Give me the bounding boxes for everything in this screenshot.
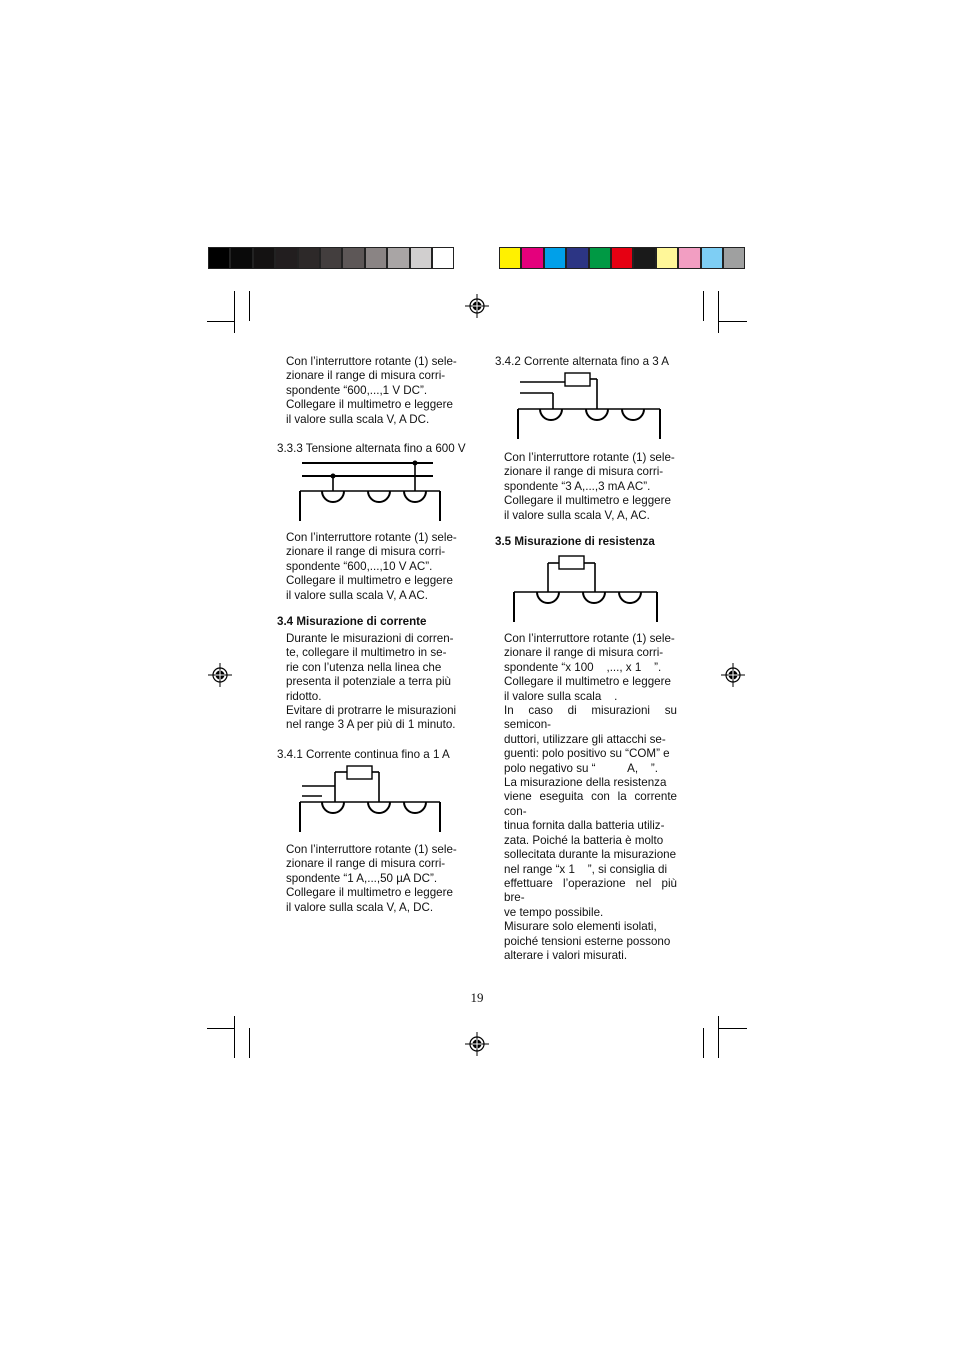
text-line: zionare il range di misura corri- bbox=[286, 545, 446, 559]
text-line: Con l’interruttore rotante (1) sele- bbox=[504, 632, 675, 645]
text-line: Collegare il multimetro e leggere bbox=[504, 675, 671, 689]
text-line: ridotto. bbox=[286, 689, 322, 703]
text-line: Collegare il multimetro e leggere bbox=[286, 886, 453, 900]
text-line: nel range “x 1 ”, si consiglia di bbox=[504, 862, 668, 876]
text-line: sollecitata durante la misurazione bbox=[504, 848, 677, 862]
color-swatch bbox=[499, 247, 521, 269]
color-swatch bbox=[521, 247, 543, 269]
section-heading-333: 3.3.3 Tensione alternata fino a 600 V bbox=[277, 442, 466, 455]
text-line: rie con l’utenza nella linea che bbox=[286, 660, 442, 674]
text-line: il valore sulla scala V, A DC. bbox=[286, 412, 430, 426]
color-swatch bbox=[566, 247, 588, 269]
text-line: Con l’interruttore rotante (1) sele- bbox=[504, 451, 675, 464]
color-swatch bbox=[410, 247, 432, 269]
text-line: ve tempo possibile. bbox=[504, 905, 604, 919]
text-line: nel range 3 A per più di 1 minuto. bbox=[286, 718, 456, 732]
text-line: alterare i valori misurati. bbox=[504, 948, 628, 962]
text-line: il valore sulla scala . bbox=[504, 689, 618, 703]
section-333-paragraph bbox=[286, 531, 459, 603]
grayscale-bar bbox=[208, 247, 454, 269]
color-swatch bbox=[544, 247, 566, 269]
text-line: Collegare il multimetro e leggere bbox=[504, 494, 671, 508]
text-line: Durante le misurazioni di corren- bbox=[286, 632, 454, 645]
section-heading-342: 3.4.2 Corrente alternata fino a 3 A bbox=[495, 355, 670, 368]
text-line: Con l’interruttore rotante (1) sele- bbox=[286, 355, 457, 368]
text-line: Collegare il multimetro e leggere bbox=[286, 574, 453, 588]
text-line: zionare il range di misura corri- bbox=[286, 857, 446, 871]
text-line: il valore sulla scala V, A, AC. bbox=[504, 508, 650, 522]
registration-mark-icon bbox=[721, 663, 745, 687]
color-swatch bbox=[230, 247, 252, 269]
text-line: zionare il range di misura corri- bbox=[504, 465, 664, 479]
text-line: spondente “600,...,10 V AC”. bbox=[286, 559, 433, 573]
color-swatch bbox=[723, 247, 745, 269]
circuit-diagram-ac-current bbox=[516, 371, 664, 443]
text-line: presenta il potenziale a terra più bbox=[286, 675, 451, 689]
color-swatch bbox=[611, 247, 633, 269]
text-line: zionare il range di misura corri- bbox=[286, 369, 446, 383]
text-line: zata. Poiché la batteria è molto bbox=[504, 833, 664, 847]
color-swatch bbox=[432, 247, 454, 269]
text-line: viene eseguita con la corrente con- bbox=[504, 790, 677, 818]
text-line: spondente “600,...,1 V DC”. bbox=[286, 383, 428, 397]
text-line: effettuare l’operazione nel più bre- bbox=[504, 876, 677, 905]
section-heading-341: 3.4.1 Corrente continua fino a 1 A bbox=[277, 748, 450, 761]
section-heading-34: 3.4 Misurazione di corrente bbox=[277, 615, 427, 628]
section-342-paragraph bbox=[504, 451, 677, 523]
text-line: spondente “x 100 ,..., x 1 ”. bbox=[504, 660, 662, 674]
text-line: zionare il range di misura corri- bbox=[504, 646, 664, 660]
text-line: Con l’interruttore rotante (1) sele- bbox=[286, 531, 457, 544]
circuit-diagram-dc-current bbox=[298, 764, 443, 834]
text-line: duttori, utilizzare gli attacchi se- bbox=[504, 732, 666, 746]
registration-mark-icon bbox=[208, 663, 232, 687]
text-line: il valore sulla scala V, A, DC. bbox=[286, 900, 434, 914]
text-line: spondente “3 A,...,3 mA AC”. bbox=[504, 479, 651, 493]
section-35-paragraph bbox=[504, 632, 677, 963]
text-line: Collegare il multimetro e leggere bbox=[286, 398, 453, 412]
color-swatch bbox=[320, 247, 342, 269]
text-line: Misurare solo elementi isolati, bbox=[504, 920, 657, 934]
color-swatch bbox=[208, 247, 230, 269]
circuit-diagram-ac-voltage bbox=[298, 458, 443, 524]
text-line: Con l’interruttore rotante (1) sele- bbox=[286, 843, 457, 856]
text-line: In caso di misurazioni su semicon- bbox=[504, 704, 677, 732]
text-line: tinua fornita dalla batteria utiliz- bbox=[504, 819, 665, 833]
intro-paragraph bbox=[286, 355, 459, 427]
text-line: guenti: polo positivo su “COM” e bbox=[504, 747, 670, 761]
registration-mark-icon bbox=[465, 1032, 489, 1056]
text-line: La misurazione della resistenza bbox=[504, 776, 667, 790]
text-line: poiché tensioni esterne possono bbox=[504, 934, 671, 948]
color-bar bbox=[499, 247, 745, 269]
page-number: 19 bbox=[470, 990, 484, 1005]
color-swatch bbox=[701, 247, 723, 269]
circuit-diagram-resistance bbox=[512, 553, 660, 625]
text-line: Evitare di protrarre le misurazioni bbox=[286, 704, 457, 718]
color-swatch bbox=[298, 247, 320, 269]
color-swatch bbox=[633, 247, 655, 269]
text-line: polo negativo su “ A, ”. bbox=[504, 761, 659, 775]
color-swatch bbox=[656, 247, 678, 269]
color-swatch bbox=[387, 247, 409, 269]
text-line: te, collegare il multimetro in se- bbox=[286, 646, 447, 660]
color-swatch bbox=[275, 247, 297, 269]
registration-mark-icon bbox=[465, 294, 489, 318]
color-swatch bbox=[589, 247, 611, 269]
text-line: spondente “1 A,...,50 µA DC”. bbox=[286, 871, 438, 885]
color-swatch bbox=[365, 247, 387, 269]
section-heading-35: 3.5 Misurazione di resistenza bbox=[495, 535, 655, 548]
section-341-paragraph bbox=[286, 843, 459, 915]
color-swatch bbox=[342, 247, 364, 269]
section-34-paragraph bbox=[286, 632, 459, 733]
text-line: il valore sulla scala V, A AC. bbox=[286, 588, 428, 602]
color-swatch bbox=[678, 247, 700, 269]
color-swatch bbox=[253, 247, 275, 269]
